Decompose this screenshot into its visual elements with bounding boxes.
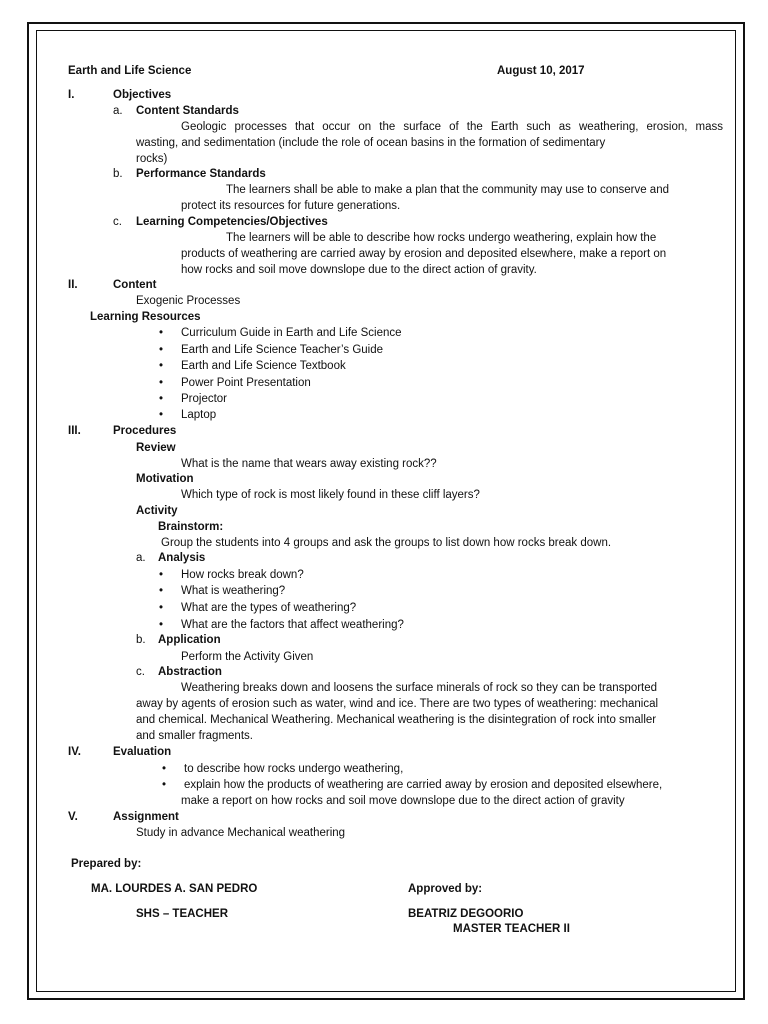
- content-standards-heading: Content Standards: [136, 105, 239, 117]
- motivation-heading: Motivation: [136, 473, 194, 485]
- abstraction-heading: Abstraction: [158, 666, 222, 678]
- assignment-heading: Assignment: [113, 811, 179, 823]
- motivation-question: Which type of rock is most likely found in these cliff layers?: [181, 489, 480, 501]
- abstraction-line: and smaller fragments.: [136, 730, 253, 742]
- item-letter: c.: [136, 666, 145, 678]
- competencies-line: products of weathering are carried away by erosion and deposited elsewhere, make a report on: [181, 248, 667, 260]
- subject-title: Earth and Life Science: [68, 65, 192, 77]
- resource-item: • Laptop: [181, 408, 216, 422]
- abstraction-line: away by agents of erosion such as water, wind and ice. There are two types of weathering: mechanical: [136, 698, 659, 710]
- item-letter: a.: [136, 552, 146, 564]
- performance-standards-heading: Performance Standards: [136, 168, 266, 180]
- competencies-heading: Learning Competencies/Objectives: [136, 216, 328, 228]
- content-standards-line: rocks): [136, 153, 168, 165]
- item-letter: b.: [136, 634, 146, 646]
- approver-name: BEATRIZ DEGOORIO: [408, 908, 524, 920]
- application-heading: Application: [158, 634, 221, 646]
- review-question: What is the name that wears away existing rock??: [181, 458, 437, 470]
- competencies-line: how rocks and soil move downslope due to the direct action of gravity.: [181, 264, 537, 276]
- competencies-line: The learners will be able to describe how rocks undergo weathering, explain how the: [226, 232, 657, 244]
- brainstorm-heading: Brainstorm:: [158, 521, 224, 533]
- item-letter: b.: [113, 168, 123, 180]
- learning-resources-heading: Learning Resources: [90, 311, 201, 323]
- section-numeral: IV.: [68, 746, 82, 758]
- content-topic: Exogenic Processes: [136, 295, 241, 307]
- performance-standards-line: The learners shall be able to make a plan that the community may use to conserve and: [226, 184, 669, 196]
- resource-item: • Earth and Life Science Textbook: [181, 359, 346, 373]
- procedures-heading: Procedures: [113, 425, 177, 437]
- assignment-text: Study in advance Mechanical weathering: [136, 827, 346, 839]
- content-standards-line: wasting, and sedimentation (include the role of ocean basins in the formation of sedimentary: [136, 137, 606, 149]
- evaluation-item: • to describe how rocks undergo weathering,: [184, 762, 403, 776]
- evaluation-heading: Evaluation: [113, 746, 172, 758]
- analysis-question: • How rocks break down?: [181, 568, 304, 582]
- resource-item: • Power Point Presentation: [181, 376, 311, 390]
- approved-by-label: Approved by:: [408, 883, 483, 895]
- preparer-name: MA. LOURDES A. SAN PEDRO: [91, 883, 258, 895]
- evaluation-item: • explain how the products of weathering are carried away by erosion and deposited elsewhere,: [184, 778, 662, 792]
- item-letter: c.: [113, 216, 122, 228]
- resource-item: • Earth and Life Science Teacher’s Guide: [181, 343, 383, 357]
- section-numeral: III.: [68, 425, 81, 437]
- analysis-question: • What are the types of weathering?: [181, 601, 356, 615]
- analysis-question: • What are the factors that affect weathering?: [181, 618, 404, 632]
- section-numeral: V.: [68, 811, 78, 823]
- analysis-question: • What is weathering?: [181, 584, 285, 598]
- content-standards-line: Geologic processes that occur on the surface of the Earth such as weathering, erosion, mass: [181, 121, 723, 133]
- resource-item: • Projector: [181, 392, 227, 406]
- lesson-date: August 10, 2017: [497, 65, 585, 77]
- prepared-by-label: Prepared by:: [71, 858, 142, 870]
- approver-title: MASTER TEACHER II: [453, 923, 570, 935]
- resource-item: • Curriculum Guide in Earth and Life Science: [181, 326, 402, 340]
- item-letter: a.: [113, 105, 123, 117]
- performance-standards-line: protect its resources for future generations.: [181, 200, 401, 212]
- review-heading: Review: [136, 442, 176, 454]
- brainstorm-text: Group the students into 4 groups and ask the groups to list down how rocks break down.: [161, 537, 612, 549]
- objectives-heading: Objectives: [113, 89, 172, 101]
- content-heading: Content: [113, 279, 157, 291]
- section-numeral: I.: [68, 89, 75, 101]
- abstraction-line: Weathering breaks down and loosens the surface minerals of rock so they can be transported: [181, 682, 658, 694]
- application-text: Perform the Activity Given: [181, 651, 314, 663]
- evaluation-item-continued: make a report on how rocks and soil move downslope due to the direct action of gravity: [181, 795, 625, 807]
- analysis-heading: Analysis: [158, 552, 206, 564]
- section-numeral: II.: [68, 279, 78, 291]
- abstraction-line: and chemical. Mechanical Weathering. Mechanical weathering is the disintegration of rock into smaller: [136, 714, 657, 726]
- activity-heading: Activity: [136, 505, 178, 517]
- preparer-title: SHS – TEACHER: [136, 908, 229, 920]
